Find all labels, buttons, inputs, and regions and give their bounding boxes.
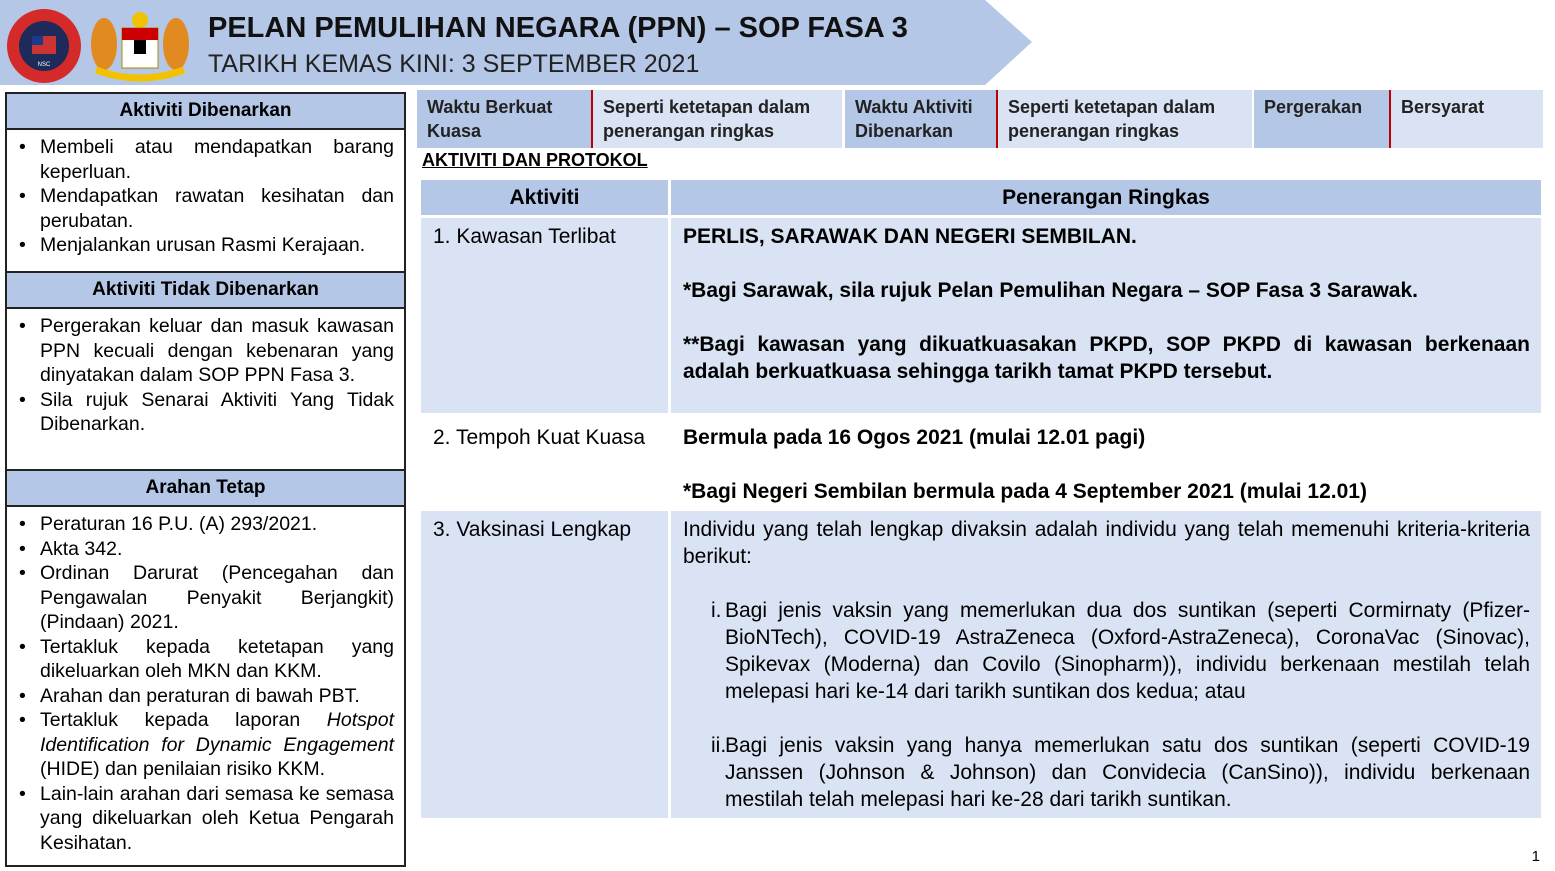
info-label-waktu-berkuat-kuasa: Waktu Berkuat Kuasa xyxy=(417,90,591,148)
table-row-description: Bermula pada 16 Ogos 2021 (mulai 12.01 pagi) *Bagi Negeri Sembilan bermula pada 4 September 2021 (mulai 12.01) xyxy=(671,416,1541,508)
update-date: TARIKH KEMAS KINI: 3 SEPTEMBER 2021 xyxy=(208,50,700,78)
list-item: • Arahan dan peraturan di bawah PBT. xyxy=(17,684,394,709)
left-panel xyxy=(5,92,406,867)
allowed-activities-heading: Aktiviti Dibenarkan xyxy=(7,94,404,130)
list-item: • Tertakluk kepada ketetapan yang dikeluarkan oleh MKN dan KKM. xyxy=(17,635,394,684)
table-row-activity: 2. Tempoh Kuat Kuasa xyxy=(421,416,668,508)
list-item: • Lain-lain arahan dari semasa ke semasa yang dikeluarkan oleh Ketua Pengarah Kesihatan. xyxy=(17,782,394,856)
info-label-waktu-aktiviti: Waktu Aktiviti Dibenarkan xyxy=(845,90,996,148)
list-item: • Membeli atau mendapatkan barang keperluan. xyxy=(17,135,394,184)
list-item: • Ordinan Darurat (Pencegahan dan Pengawalan Penyakit Berjangkit) (Pindaan) 2021. xyxy=(17,561,394,635)
prohibited-activities-heading: Aktiviti Tidak Dibenarkan xyxy=(7,273,404,309)
list-item: • Peraturan 16 P.U. (A) 293/2021. xyxy=(17,512,394,537)
section-title: AKTIVITI DAN PROTOKOL xyxy=(422,150,648,170)
info-value: Seperti ketetapan dalam penerangan ringkas xyxy=(591,90,842,148)
info-value: Bersyarat xyxy=(1389,90,1543,148)
column-header-aktiviti: Aktiviti xyxy=(421,180,668,215)
list-item: • Tertakluk kepada laporan Hotspot Identification for Dynamic Engagement (HIDE) dan penilaian risiko KKM. xyxy=(17,708,394,782)
info-label-pergerakan: Pergerakan xyxy=(1254,90,1389,148)
info-value: Seperti ketetapan dalam penerangan ringkas xyxy=(996,90,1252,148)
table-row-description: PERLIS, SARAWAK DAN NEGERI SEMBILAN. *Bagi Sarawak, sila rujuk Pelan Pemulihan Negara – SOP Fasa 3 Sarawak. **Bagi kawasan yang dikuatkuasakan PKPD, SOP PKPD di kawasan berkenaan adalah berkuatkuasa sehingga tarikh tamat PKPD tersebut. xyxy=(671,218,1541,413)
column-header-penerangan: Penerangan Ringkas xyxy=(671,180,1541,215)
list-item: • Sila rujuk Senarai Aktiviti Yang Tidak Dibenarkan. xyxy=(17,388,394,437)
list-item: • Menjalankan urusan Rasmi Kerajaan. xyxy=(17,233,394,258)
standing-orders-heading: Arahan Tetap xyxy=(7,471,404,507)
table-row-description: Individu yang telah lengkap divaksin adalah individu yang telah memenuhi kriteria-kriteria berikut: i. Bagi jenis vaksin yang memerlukan dua dos suntikan (seperti Cormirnaty (Pfizer-BioNTech), COVID-19 AstraZeneca (Oxford-AstraZeneca), CoronaVac (Sinovac), Spikevax (Moderna) dan Covilo (Sinopharm)), individu berkenaan mestilah telah melepasi hari ke-14 dari tarikh suntikan dos kedua; atau ii. Bagi jenis vaksin yang hanya memerlukan satu dos suntikan (seperti COVID-19 Janssen (Johnson & Johnson) dan Convidecia (CanSino)), individu berkenaan mestilah telah melepasi hari ke-28 dari tarikh suntikan. xyxy=(671,511,1541,818)
list-item: • Pergerakan keluar dan masuk kawasan PPN kecuali dengan kebenaran yang dinyatakan dalam SOP PPN Fasa 3. xyxy=(17,314,394,388)
list-item: • Akta 342. xyxy=(17,537,394,562)
table-row-activity: 1. Kawasan Terlibat xyxy=(421,218,668,413)
nsc-logo-icon xyxy=(4,6,84,84)
table-row-activity: 3. Vaksinasi Lengkap xyxy=(421,511,668,818)
svg-text:NSC: NSC xyxy=(37,62,51,68)
list-item: • Mendapatkan rawatan kesihatan dan perubatan. xyxy=(17,184,394,233)
page-number: 1 xyxy=(1531,848,1540,865)
coat-of-arms-icon xyxy=(86,6,194,82)
page-title: PELAN PEMULIHAN NEGARA (PPN) – SOP FASA 3 xyxy=(208,12,908,44)
